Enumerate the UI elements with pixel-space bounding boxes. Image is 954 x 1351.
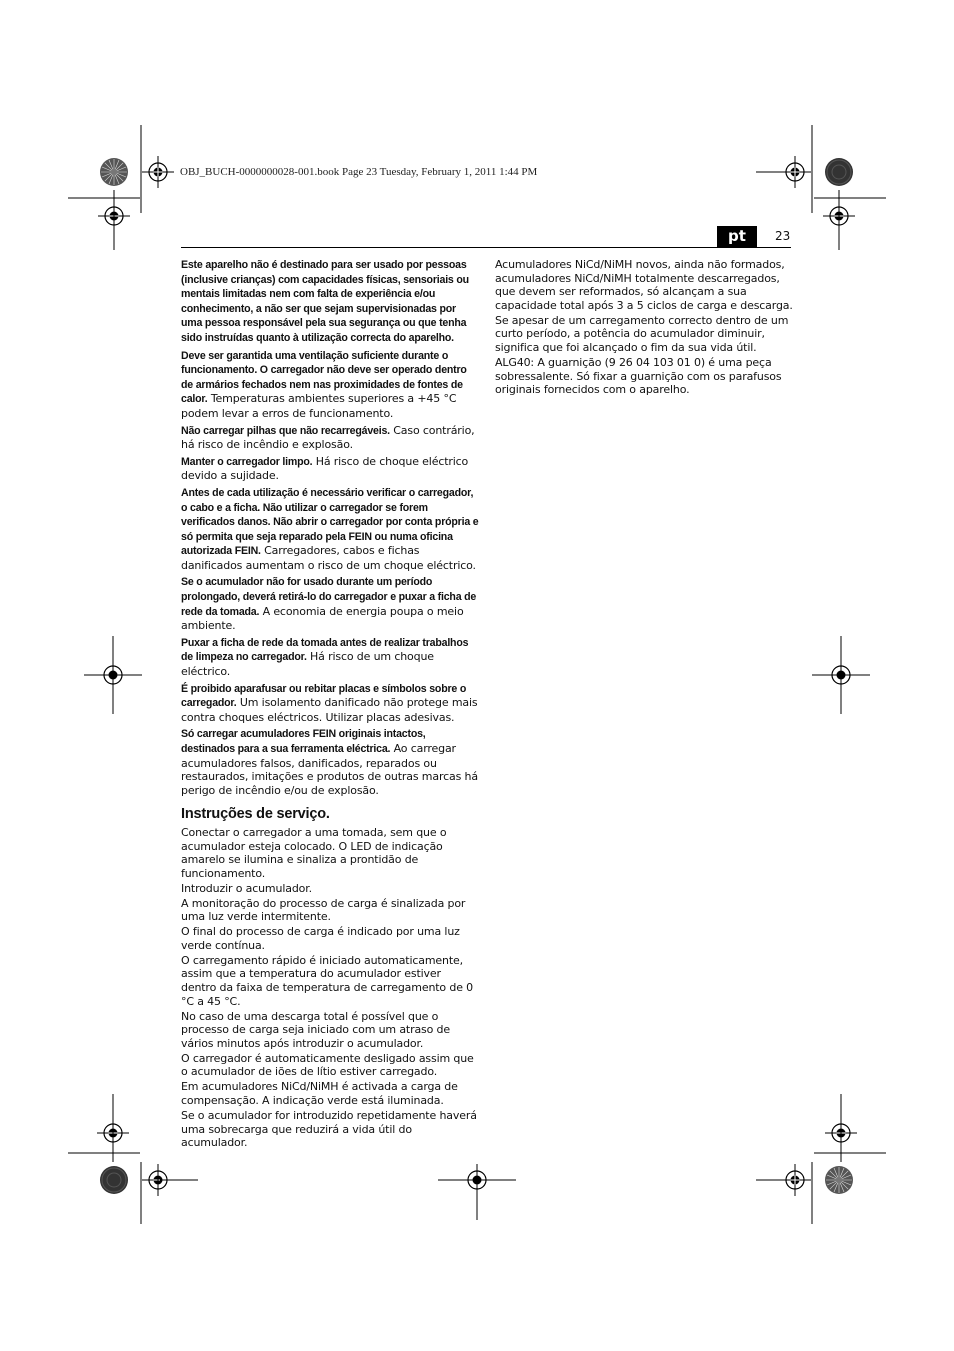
warning-text: Carregadores, cabos e fichas danificados aumentam o risco de um choque eléctrico. bbox=[181, 544, 476, 572]
right-column bbox=[495, 258, 793, 398]
warning-bold: Este aparelho não é destinado para ser usado por pessoas (inclusive crianças) com capacidades físicas, sensoriais ou mentais limitadas nem com falta de experiência e/ou conhecimento, a não ser que sejam supervisionadas por uma pessoa responsável pela sua segurança ou que tenha sido instruídas quanto à utilização correcta do aparelho. bbox=[181, 259, 469, 344]
warning-paragraph bbox=[181, 258, 479, 346]
instruction-paragraph: O final do processo de carga é indicado por uma luz verde contínua. bbox=[181, 925, 460, 952]
warning-paragraph bbox=[181, 349, 479, 421]
instruction-paragraph: Em acumuladores NiCd/NiMH é activada a carga de compensação. A indicação verde está iluminada. bbox=[181, 1080, 458, 1107]
safety-warnings bbox=[181, 258, 479, 797]
warning-paragraph bbox=[181, 682, 479, 725]
warning-text: Há risco de choque eléctrico devido a sujidade. bbox=[181, 454, 469, 483]
page-number: 23 bbox=[775, 229, 791, 243]
warning-bold: Só carregar acumuladores FEIN originais intactos, destinados para a sua ferramenta eléctrica. bbox=[181, 728, 426, 755]
warning-bold: É proibido aparafusar ou rebitar placas e símbolos sobre o carregador. bbox=[181, 682, 467, 710]
warning-paragraph bbox=[181, 727, 479, 797]
body-paragraph: ALG40: A guarnição (9 26 04 103 01 0) é uma peça sobressalente. Só fixar a guarnição com os parafusos originais fornecidos com o aparelho. bbox=[495, 355, 782, 397]
warning-text: Um isolamento danificado não protege mais contra choques eléctricos. Utilizar placas adesivas. bbox=[181, 696, 478, 724]
instruction-paragraph: O carregamento rápido é iniciado automaticamente, assim que a temperatura do acumulador estiver dentro da faixa de temperatura de carregamento de 0 °C a 45 °C. bbox=[181, 953, 474, 1008]
warning-bold: Manter o carregador limpo. bbox=[181, 455, 313, 468]
warning-text: Caso contrário, há risco de incêndio e explosão. bbox=[181, 423, 475, 452]
warning-paragraph bbox=[181, 455, 479, 483]
warning-paragraph bbox=[181, 486, 479, 573]
warning-paragraph bbox=[181, 575, 479, 632]
body-paragraph: Se apesar de um carregamento correcto dentro de um curto período, a potência do acumulador diminuir, significa que foi alcançado o fim da sua vida útil. bbox=[495, 313, 789, 354]
header-rule bbox=[181, 247, 791, 248]
instruction-paragraph: No caso de uma descarga total é possível que o processo de carga seja iniciado com um atraso de vários minutos após introduzir o acumulador. bbox=[181, 1009, 451, 1050]
warning-bold: Não carregar pilhas que não recarregáveis. bbox=[181, 424, 390, 437]
operating-instructions bbox=[181, 826, 479, 1150]
warning-text: Ao carregar acumuladores falsos, danificados, reparados ou restaurados, imitações e produtos de outras marcas há perigo de incêndio e/ou de explosão. bbox=[181, 742, 478, 797]
instruction-paragraph: Conectar o carregador a uma tomada, sem que o acumulador esteja colocado. O LED de indicação amarelo se ilumina e sinaliza a prontidão de funcionamento. bbox=[181, 825, 447, 880]
warning-paragraph bbox=[181, 636, 479, 679]
left-column bbox=[181, 258, 479, 1151]
instruction-paragraph: A monitoração do processo de carga é sinalizada por uma luz verde intermitente. bbox=[181, 896, 466, 924]
warning-text: Temperaturas ambientes superiores a +45 °C podem levar a erros de funcionamento. bbox=[181, 392, 457, 420]
instruction-paragraph: O carregador é automaticamente desligado assim que o acumulador de iões de lítio estiver carregado. bbox=[181, 1051, 474, 1079]
language-tab: pt bbox=[717, 226, 757, 247]
warning-bold: Se o acumulador não for usado durante um período prolongado, deverá retirá-lo do carregador e puxar a ficha de rede da tomada. bbox=[181, 576, 477, 618]
warning-bold: Deve ser garantida uma ventilação suficiente durante o funcionamento. O carregador não deve ser operado dentro de armários fechados nem nas proximidades de fontes de calor. bbox=[181, 349, 467, 406]
instruction-paragraph: Se o acumulador for introduzido repetidamente haverá uma sobrecarga que reduzirá a vida útil do acumulador. bbox=[181, 1108, 477, 1150]
section-title: Instruções de serviço. bbox=[181, 806, 330, 823]
warning-bold: Puxar a ficha de rede da tomada antes de realizar trabalhos de limpeza no carregador. bbox=[181, 636, 469, 664]
body-paragraph: Acumuladores NiCd/NiMH novos, ainda não formados, acumuladores NiCd/NiMH totalmente descarregados, que devem ser reformados, só alcançam a sua capacidade total após 3 a 5 ciclos de carga e descarga. bbox=[495, 258, 793, 312]
warning-paragraph bbox=[181, 424, 479, 452]
warning-text: A economia de energia poupa o meio ambiente. bbox=[181, 604, 464, 633]
warning-text: Há risco de um choque eléctrico. bbox=[181, 650, 434, 679]
instruction-paragraph: Introduzir o acumulador. bbox=[181, 881, 312, 895]
warning-bold: Antes de cada utilização é necessário verificar o carregador, o cabo e a ficha. Não utilizar o carregador se forem verificados danos. Não abrir o carregador por conta própria e só permita que seja reparado pela FEIN ou numa oficina autorizada FEIN. bbox=[181, 486, 479, 558]
book-header: OBJ_BUCH-0000000028-001.book Page 23 Tuesday, February 1, 2011 1:44 PM bbox=[180, 166, 538, 178]
